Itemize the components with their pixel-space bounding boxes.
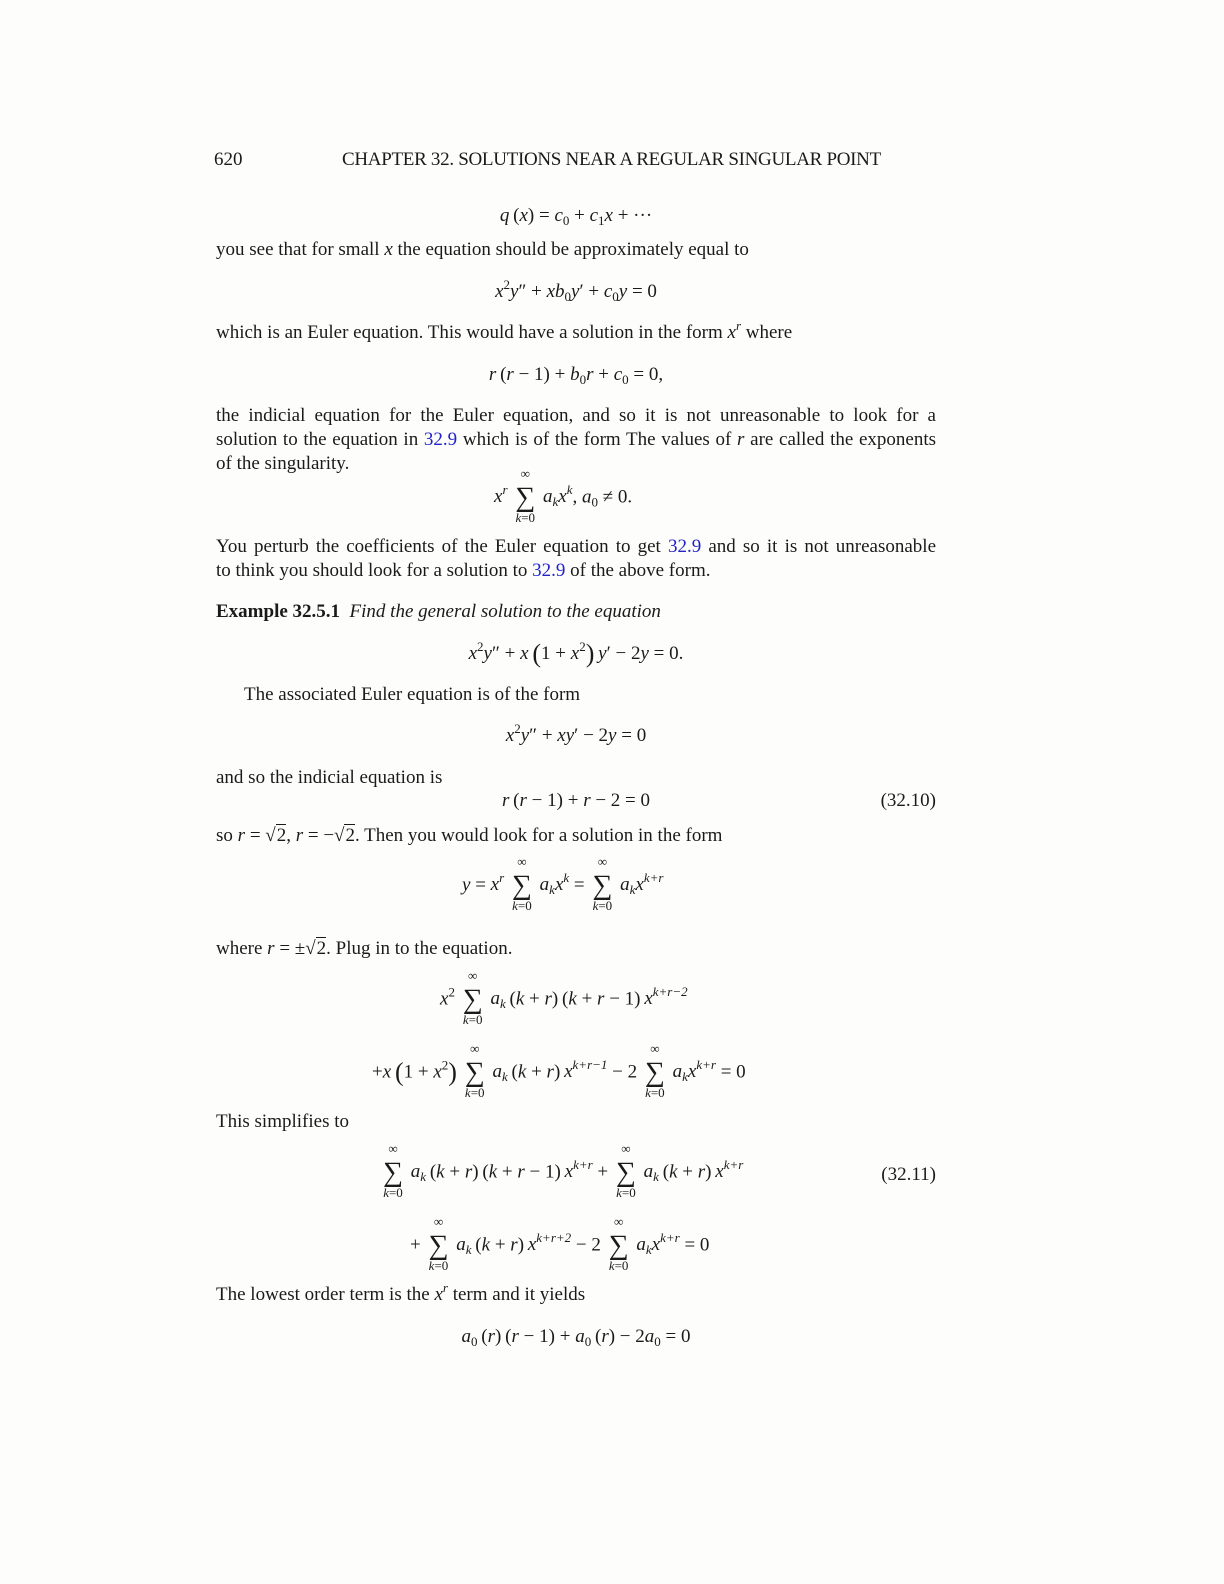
equation-indicial: r (r − 1) + r − 2 = 0 xyxy=(501,790,651,811)
paragraph-indicial-l2: solution to the equation in 32.9 which is of the form The values of r are called the exponents xyxy=(216,429,937,450)
reference-link[interactable]: 32.9 xyxy=(423,429,458,450)
example-statement: Find the general solution to the equation xyxy=(349,601,661,622)
paragraph-indicial-l1: the indicial equation for the Euler equation, and so it is not unreasonable to look for a xyxy=(216,405,936,426)
example-label: Example 32.5.1 xyxy=(216,601,341,622)
paragraph-simplifies: This simplifies to xyxy=(216,1111,349,1132)
equation-number: (32.11) xyxy=(881,1164,936,1185)
paragraph-euler-equation: which is an Euler equation. This would have a solution in the form $x^r$ where xyxy=(216,318,793,343)
paragraph-small-x: you see that for small x the equation should be approximately equal to xyxy=(216,239,749,260)
equation-indicial-general: r $(r - 1) + b_0r + c_0 = 0$, xyxy=(488,364,664,387)
paragraph-perturb-l2: to think you should look for a solution to 32.9 of the above form. xyxy=(216,560,711,581)
paragraph-lowest-order: The lowest order term is the $x^r$ term and it yields xyxy=(216,1280,586,1305)
reference-link[interactable]: 32.9 xyxy=(667,536,702,557)
equation-solution-form: $y = x^r$ ∞ ∑ k=0 $a_kx^k$ = ∞ ∑ k=0 $a_kx^{k+r}$ xyxy=(462,854,664,913)
paragraph-associated-euler: The associated Euler equation is of the form xyxy=(244,684,581,705)
paragraph-roots: so r = √2, r = −√2. Then you would look for a solution in the form xyxy=(216,825,723,846)
paragraph-indicial: and so the indicial equation is xyxy=(216,767,443,788)
equation-simplified-1: ∞ ∑ k=0 $a_k$ (k + r) (k + r − 1) $x^{k+r}$ + ∞ ∑ k=0 $a_k$ (k + r) $x^{k+r}$ xyxy=(383,1141,744,1200)
equation-euler-approx: $x^2y'' + xb_0y' + c_0y = 0$ xyxy=(495,277,657,304)
equation-simplified-2: + ∞ ∑ k=0 $a_k$ (k + r) $x^{k+r+2} - 2$ ∞ ∑ k=0 $a_kx^{k+r} = 0$ xyxy=(410,1214,710,1273)
paragraph-plug-in: where r = ±√2. Plug in to the equation. xyxy=(216,938,513,959)
paragraph-perturb-l1: You perturb the coefficients of the Euler equation to get 32.9 and so it is not unreasonable xyxy=(216,536,937,557)
equation-q: q $(x) = c_0 + c_1x$ + ··· xyxy=(499,205,653,228)
equation-number: (32.10) xyxy=(880,790,936,811)
equation-series-form: $x^r$ ∞ ∑ k=0 $a_kx^k$, $a_0 \ne 0$. xyxy=(494,466,633,525)
example-heading xyxy=(216,600,936,624)
paragraph-indicial-l3: of the singularity. xyxy=(216,453,350,474)
reference-link[interactable]: 32.9 xyxy=(532,560,566,581)
equation-substitution-1: $x^2$ ∞ ∑ k=0 $a_k$ (k + r) (k + r − 1) $x^{k+r-2}$ xyxy=(440,968,688,1027)
equation-example: $x^2y'' + x$ $(1 + x^2)$ y′ − 2y = 0. xyxy=(468,639,684,668)
equation-lowest-order: $a_0$ (r) $(r - 1) + a_0$ $(r) - 2a_0 = 0$ xyxy=(461,1326,691,1349)
running-title: CHAPTER 32. SOLUTIONS NEAR A REGULAR SINGULAR POINT xyxy=(342,149,881,170)
page-number: 620 xyxy=(214,149,243,170)
equation-substitution-2: +x $(1 + x^2)$ ∞ ∑ k=0 $a_k$ (k + r) $x^{k+r-1} - 2$ ∞ ∑ k=0 $a_kx^{k+r} = 0$ xyxy=(372,1041,746,1100)
equation-associated-euler: $x^2y'' + xy' - 2y = 0$ xyxy=(505,721,647,746)
